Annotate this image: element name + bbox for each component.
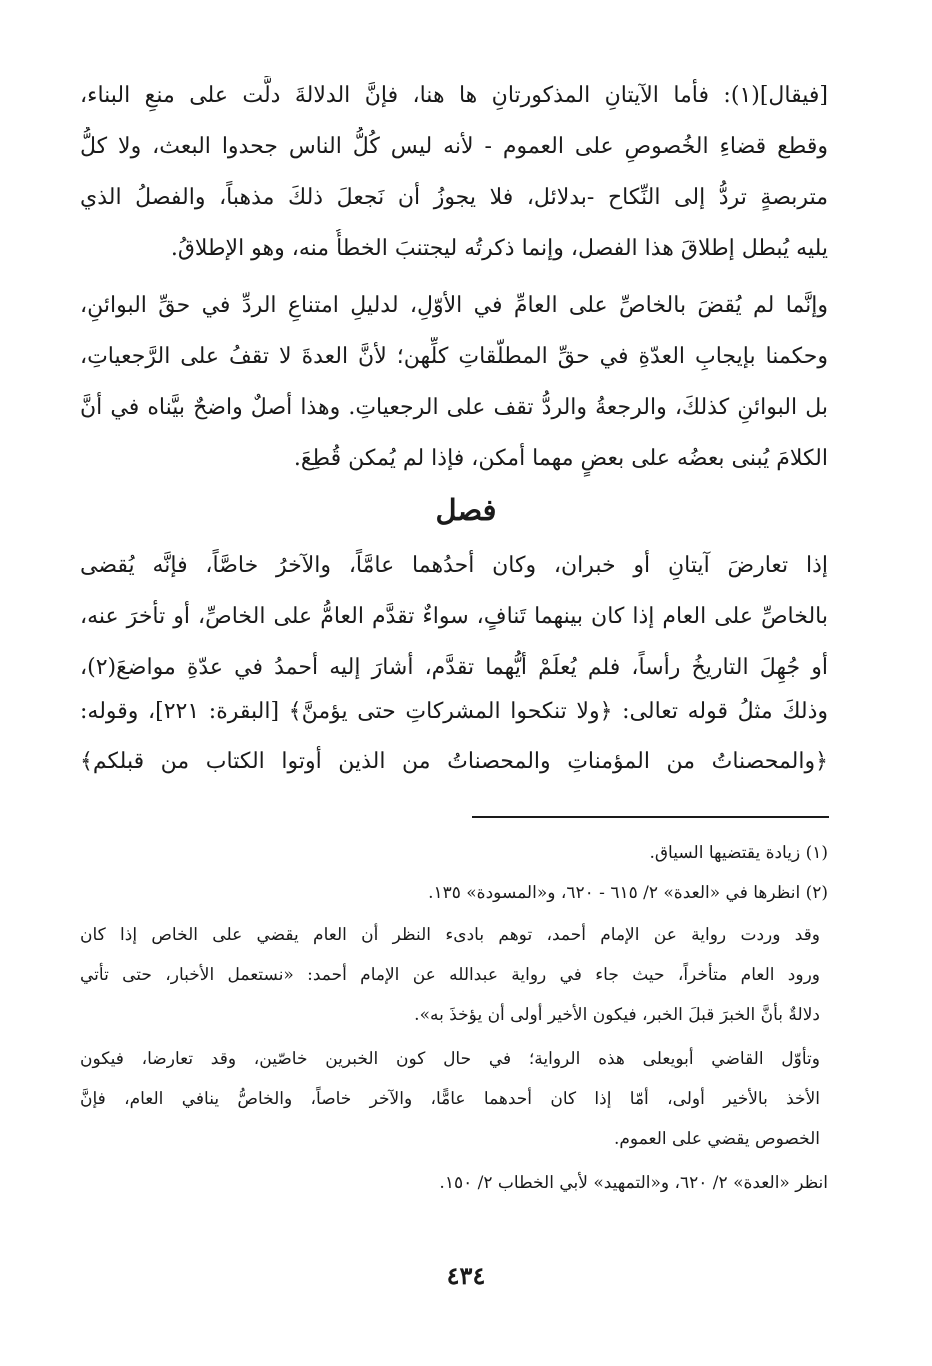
body-text-line: وحكمنا بإيجابِ العدّةِ في حقِّ المطلّقاتِ كلِّهن؛ لأنَّ العدةَ لا تقفُ على الرَّجعياتِ، <box>80 344 828 369</box>
body-text-line: أو جُهِلَ التاريخُ رأساً، فلم يُعلَمْ أيُّهما تقدَّم، أشارَ إليه أحمدُ في عدّةِ مواضعَ(٢)، <box>80 655 828 680</box>
section-heading: فصل <box>435 493 497 527</box>
body-text-line: ﴿والمحصناتُ من المؤمناتِ والمحصناتُ من الذين أوتوا الكتاب من قبلكم﴾ <box>80 749 828 774</box>
page-number: ٤٣٤ <box>446 1261 486 1290</box>
footnote-text-line: الأخذ بالأخير أولى، أمّا إذا كان أحدهما عامًّا، والآخر خاصاً، والخاصُّ ينافي العام، فإنَّ <box>80 1089 820 1109</box>
footnote-text-line: دلالةٌ بأنَّ الخبرَ قبلَ الخبر، فيكون الأخير أولى أن يؤخذَ به». <box>414 1005 820 1025</box>
footnote-2: (٢) انظرها في «العدة» ٢/ ٦١٥ - ٦٢٠، و«المسودة» ١٣٥. <box>428 883 828 903</box>
body-text-line: وذلكَ مثلُ قوله تعالى: ﴿ولا تنكحوا المشركاتِ حتى يؤمنَّ﴾ [البقرة: ٢٢١]، وقوله: <box>80 699 828 724</box>
body-text-line: [فيقال](١): فأما الآيتانِ المذكورتانِ ها هنا، فإنَّ الدلالةَ دلَّت على منعِ البناء، <box>80 83 828 108</box>
body-text-line: إذا تعارضَ آيتانِ أو خبران، وكان أحدُهما عامَّاً، والآخرُ خاصَّاً، فإنَّه يُقضى <box>80 553 828 578</box>
footnote-1: (١) زيادة يقتضيها السياق. <box>649 843 828 863</box>
body-text-line: بل البوائنِ كذلكَ، والرجعةُ والردُّ تقف على الرجعياتِ. وهذا أصلٌ واضحٌ بيَّناه في أنَّ <box>80 395 828 420</box>
body-text-line: الكلامَ يُبنى بعضُه على بعضٍ مهما أمكن، فإذا لم يُمكن قُطِعَ. <box>293 446 828 471</box>
footnote-text-line: وقد وردت رواية عن الإمام أحمد، توهم بادىء النظر أن العام يقضي على الخاص إذا كان <box>80 925 820 945</box>
footnote-text-line: وتأوّل القاضي أبويعلى هذه الرواية؛ في حال كون الخبرين خاصّين، وقد تعارضا، فيكون <box>80 1049 820 1069</box>
body-text-line: متربصةٍ تردُّ إلى النِّكاح -بدلائل، فلا يجوزُ أن نَجعلَ ذلكَ مذهباً، والفصلُ الذي <box>80 185 828 210</box>
footnote-divider <box>472 816 829 818</box>
body-text-line: بالخاصِّ على العام إذا كان بينهما تَنافٍ، سواءٌ تقدَّم العامُّ على الخاصِّ، أو تأخرَ عنه، <box>80 604 828 629</box>
body-text-line: وإنَّما لم يُقضَ بالخاصِّ على العامِّ في الأوّلِ، لدليلِ امتناعِ الردِّ في حقِّ البوائنِ، <box>80 293 828 318</box>
footnote-text-line: الخصوص يقضي على العموم. <box>614 1129 820 1149</box>
footnote-reference: انظر «العدة» ٢/ ٦٢٠، و«التمهيد» لأبي الخطاب ٢/ ١٥٠. <box>439 1173 828 1193</box>
body-text-line: يليه يُبطل إطلاقَ هذا الفصل، وإنما ذكرتُه ليجتنبَ الخطأُ منه، وهو الإطلاقُ. <box>170 236 828 261</box>
footnote-text-line: ورود العام متأخراً، حيث جاء في رواية عبدالله عن الإمام أحمد: «نستعمل الأخبار، حتى تأتي <box>80 965 820 985</box>
body-text-line: وقطع قضاءِ الخُصوصِ على العموم - لأنه ليس كُلُّ الناس جحدوا البعث، ولا كلُّ <box>80 134 828 159</box>
